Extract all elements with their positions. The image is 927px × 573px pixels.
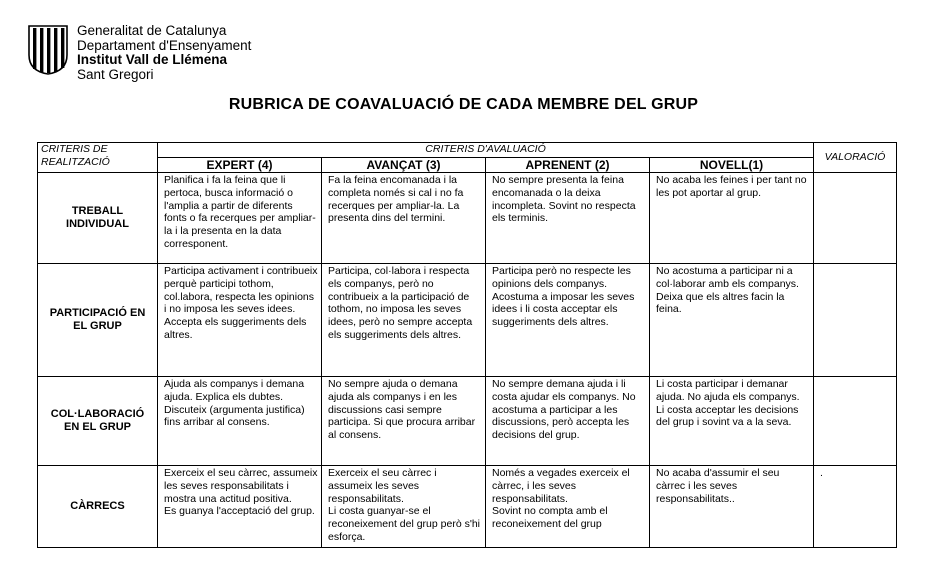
row-name-line: COL·LABORACIÓ: [50, 408, 145, 420]
cell-avancat: Exerceix el seu càrrec i assumeix les seves responsabilitats. Li costa guanyar-se el reconeixement del grup però s'hi esforça.: [322, 466, 486, 548]
header-line-town: Sant Gregori: [77, 66, 154, 82]
row-name-carrecs: [38, 466, 158, 548]
level-avancat: AVANÇAT (3): [322, 158, 486, 173]
institution-header: [77, 24, 251, 82]
criteria-header: [38, 143, 158, 173]
header-row-levels: [38, 158, 897, 173]
row-name-col-laboracio: [38, 377, 158, 466]
cell-aprenent: Només a vegades exerceix el càrrec, i les seves responsabilitats. Sovint no compta amb el reconeixement del grup: [486, 466, 650, 548]
cell-avancat: No sempre ajuda o demana ajuda als companys i en les discussions casi sempre participa. Si que procura arribar al consens.: [322, 377, 486, 466]
evaluation-header: CRITERIS D'AVALUACIÓ: [158, 143, 814, 158]
document-title: RUBRICA DE COAVALUACIÓ DE CADA MEMBRE DEL GRUP: [228, 96, 699, 113]
row-name-participacio: [38, 264, 158, 377]
valuation-header: VALORACIÓ: [814, 143, 897, 173]
level-expert: EXPERT (4): [158, 158, 322, 173]
cell-valuation[interactable]: [814, 377, 897, 466]
header-line-department: Departament d'Ensenyament: [77, 37, 252, 53]
row-name-line: INDIVIDUAL: [66, 218, 129, 230]
cell-novell: No acaba d'assumir el seu càrrec i les seves responsabilitats..: [650, 466, 814, 548]
row-name-line: CÀRRECS: [70, 500, 125, 512]
level-aprenent: APRENENT (2): [486, 158, 650, 173]
rubric-table: [37, 142, 897, 548]
cell-valuation[interactable]: [814, 173, 897, 264]
row-name-treball-individual: [38, 173, 158, 264]
generalitat-logo-icon: [28, 25, 68, 75]
header-line-generalitat: Generalitat de Catalunya: [77, 23, 227, 38]
criteria-header-line1: CRITERIS DE: [41, 143, 108, 155]
row-name-line: EL GRUP: [73, 320, 122, 332]
cell-novell: No acaba les feines i per tant no les pot aportar al grup.: [650, 173, 814, 264]
cell-valuation[interactable]: [814, 264, 897, 377]
cell-avancat: Participa, col·labora i respecta els companys, però no contribueix a la participació de tothom, no imposa les seves idees, però no sempre accepta els suggeriments dels altres.: [322, 264, 486, 377]
header-row-top: [38, 143, 897, 158]
table-row: [38, 466, 897, 548]
cell-avancat: Fa la feina encomanada i la completa només si cal i no fa recerques per ampliar-la. La presenta dins del termini.: [322, 173, 486, 264]
criteria-header-line2: REALITZACIÓ: [41, 155, 110, 168]
row-name-line: PARTICIPACIÓ EN: [49, 307, 146, 319]
table-row: [38, 173, 897, 264]
row-name-line: EN EL GRUP: [63, 421, 132, 433]
header-line-institute: Institut Vall de Llémena: [77, 52, 228, 67]
cell-aprenent: Participa però no respecte les opinions dels companys. Acostuma a imposar les seves idees i li costa acceptar els suggeriments dels altres.: [486, 264, 650, 377]
cell-novell: Li costa participar i demanar ajuda. No ajuda els companys. Li costa acceptar les decisions del grup i sovint va a la seva.: [650, 377, 814, 466]
row-name-line: TREBALL: [71, 205, 124, 217]
cell-expert: Ajuda als companys i demana ajuda. Explica els dubtes. Discuteix (argumenta justifica) fins arribar al consens.: [158, 377, 322, 466]
level-novell: NOVELL(1): [650, 158, 814, 173]
table-row: [38, 264, 897, 377]
cell-aprenent: No sempre presenta la feina encomanada o la deixa incompleta. Sovint no respecta els terminis.: [486, 173, 650, 264]
cell-expert: Participa activament i contribueix perquè participi tothom, col.labora, respecta les opinions i no imposa les seves idees. Accepta els suggeriments dels altres.: [158, 264, 322, 377]
cell-aprenent: No sempre demana ajuda i li costa ajudar els companys. No acostuma a participar a les discussions, però accepta les decisions del grup.: [486, 377, 650, 466]
cell-novell: No acostuma a participar ni a col·laborar amb els companys. Deixa que els altres facin la feina.: [650, 264, 814, 377]
cell-valuation[interactable]: .: [814, 466, 897, 548]
cell-expert: Exerceix el seu càrrec, assumeix les seves responsabilitats i mostra una actitud positiva. Es guanya l'acceptació del grup.: [158, 466, 322, 548]
cell-expert: Planifica i fa la feina que li pertoca, busca informació o l'amplia a partir de diferents fonts o fa recerques per ampliar-la i la presenta en la data corresponent.: [158, 173, 322, 264]
table-row: [38, 377, 897, 466]
